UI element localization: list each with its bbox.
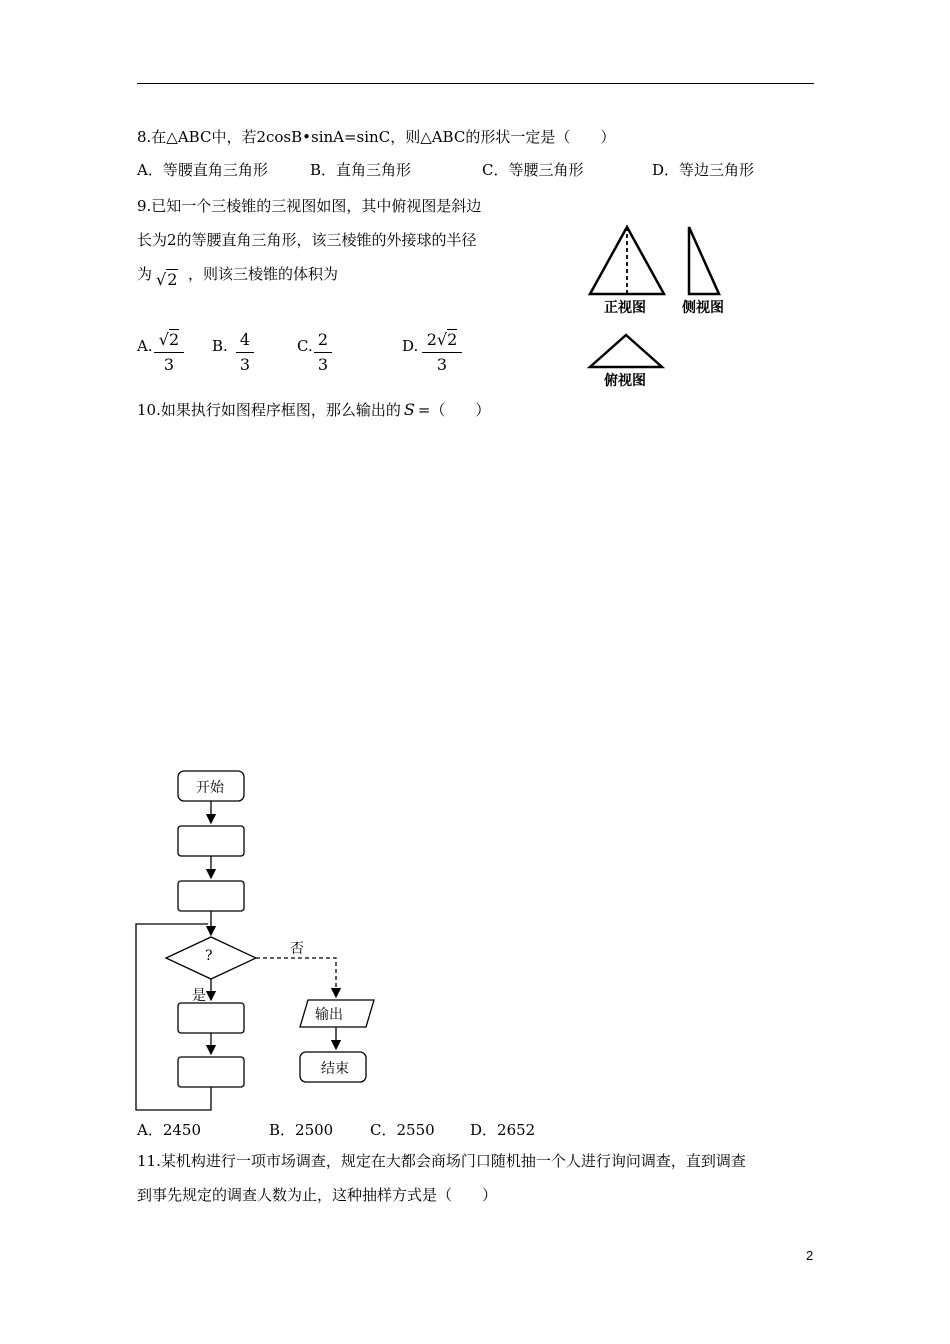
q8-option-d: D．等边三角形	[652, 161, 755, 179]
top-view-label: 俯视图	[604, 373, 646, 389]
q9-option-b-fraction	[236, 330, 254, 375]
flowchart-condition-label: ?	[205, 948, 213, 964]
fraction-denominator: 3	[436, 355, 448, 374]
q8-stem: 8.在△ABC中，若2cosB•sinA=sinC，则△ABC的形状一定是（ ）	[137, 128, 616, 146]
top-view-triangle	[590, 335, 662, 367]
q9-line-2: 长为2的等腰直角三角形，该三棱锥的外接球的半径	[137, 231, 477, 249]
q9-line-3-prefix: 为	[137, 265, 153, 283]
sqrt-sign: √	[156, 270, 167, 289]
q11-line-2: 到事先规定的调查人数为止，这种抽样方式是（ ）	[137, 1186, 498, 1204]
fraction-numerator: 4	[239, 330, 251, 349]
process-box-1	[178, 826, 244, 856]
front-view-label: 正视图	[604, 300, 646, 316]
front-view	[590, 227, 664, 294]
q9-option-d-fraction	[422, 330, 462, 375]
q8-option-a: A．等腰直角三角形	[137, 161, 268, 179]
q10-stem-prefix: 10.如果执行如图程序框图，那么输出的	[137, 401, 401, 419]
q10-option-d: D．2652	[470, 1121, 536, 1139]
q11-line-1: 11.某机构进行一项市场调查，规定在大都会商场门口随机抽一个人进行询问调查，直到调查	[137, 1152, 746, 1170]
flowchart-end-label: 结束	[321, 1061, 349, 1077]
process-box-3	[178, 1003, 244, 1033]
side-view	[689, 227, 719, 294]
q9-option-c-fraction	[314, 330, 332, 375]
loop-back-line	[136, 924, 211, 1110]
q9-option-a-label: A.	[137, 337, 153, 355]
radicand: 2	[447, 330, 458, 349]
q9-radius	[156, 270, 178, 289]
q10-option-b: B．2500	[269, 1121, 334, 1139]
q10-option-c: C．2550	[370, 1121, 435, 1139]
flowchart-start-label: 开始	[196, 780, 224, 796]
fraction-denominator: 3	[239, 355, 251, 374]
fraction-bar	[154, 352, 184, 353]
fraction-bar	[314, 352, 332, 353]
radicand: 2	[169, 330, 180, 349]
fraction-numerator	[154, 330, 184, 350]
q9-option-b-label: B.	[212, 337, 228, 355]
side-view-label: 侧视图	[682, 300, 724, 316]
flowchart-yes-label: 是	[192, 988, 206, 1004]
process-box-2	[178, 881, 244, 911]
fraction-numerator: 2	[317, 330, 329, 349]
header-rule	[137, 83, 814, 84]
q9-radius-value: 2	[167, 270, 178, 289]
sqrt-sign: √	[436, 330, 448, 349]
flowchart-output-label: 输出	[315, 1007, 343, 1023]
q8-option-c: C．等腰三角形	[482, 161, 584, 179]
flowchart-no-label: 否	[290, 941, 304, 957]
program-flowchart	[130, 765, 390, 1120]
process-box-4	[178, 1057, 244, 1087]
coefficient: 2	[426, 330, 437, 349]
page-number: 2	[806, 1248, 814, 1263]
q9-line-1: 9.已知一个三棱锥的三视图如图，其中俯视图是斜边	[137, 197, 482, 215]
q10-option-a: A．2450	[137, 1121, 202, 1139]
top-view	[590, 335, 662, 367]
q8-option-b: B．直角三角形	[310, 161, 412, 179]
fraction-denominator: 3	[317, 355, 329, 374]
fraction-bar	[236, 352, 254, 353]
q10-stem-suffix: =（ ）	[417, 401, 491, 419]
q10-stem	[137, 400, 490, 420]
q10-variable: S	[403, 400, 415, 419]
no-branch-arrow	[256, 958, 336, 997]
fraction-denominator: 3	[163, 355, 175, 374]
q9-line-3-suffix: ，则该三棱锥的体积为	[188, 265, 339, 283]
side-view-triangle	[689, 227, 719, 294]
sqrt-sign: √	[158, 330, 169, 349]
fraction-numerator	[422, 330, 462, 350]
q9-option-a-fraction	[154, 330, 184, 375]
fraction-bar	[422, 352, 462, 353]
q9-option-d-label: D.	[402, 337, 419, 355]
q9-option-c-label: C.	[297, 337, 313, 355]
